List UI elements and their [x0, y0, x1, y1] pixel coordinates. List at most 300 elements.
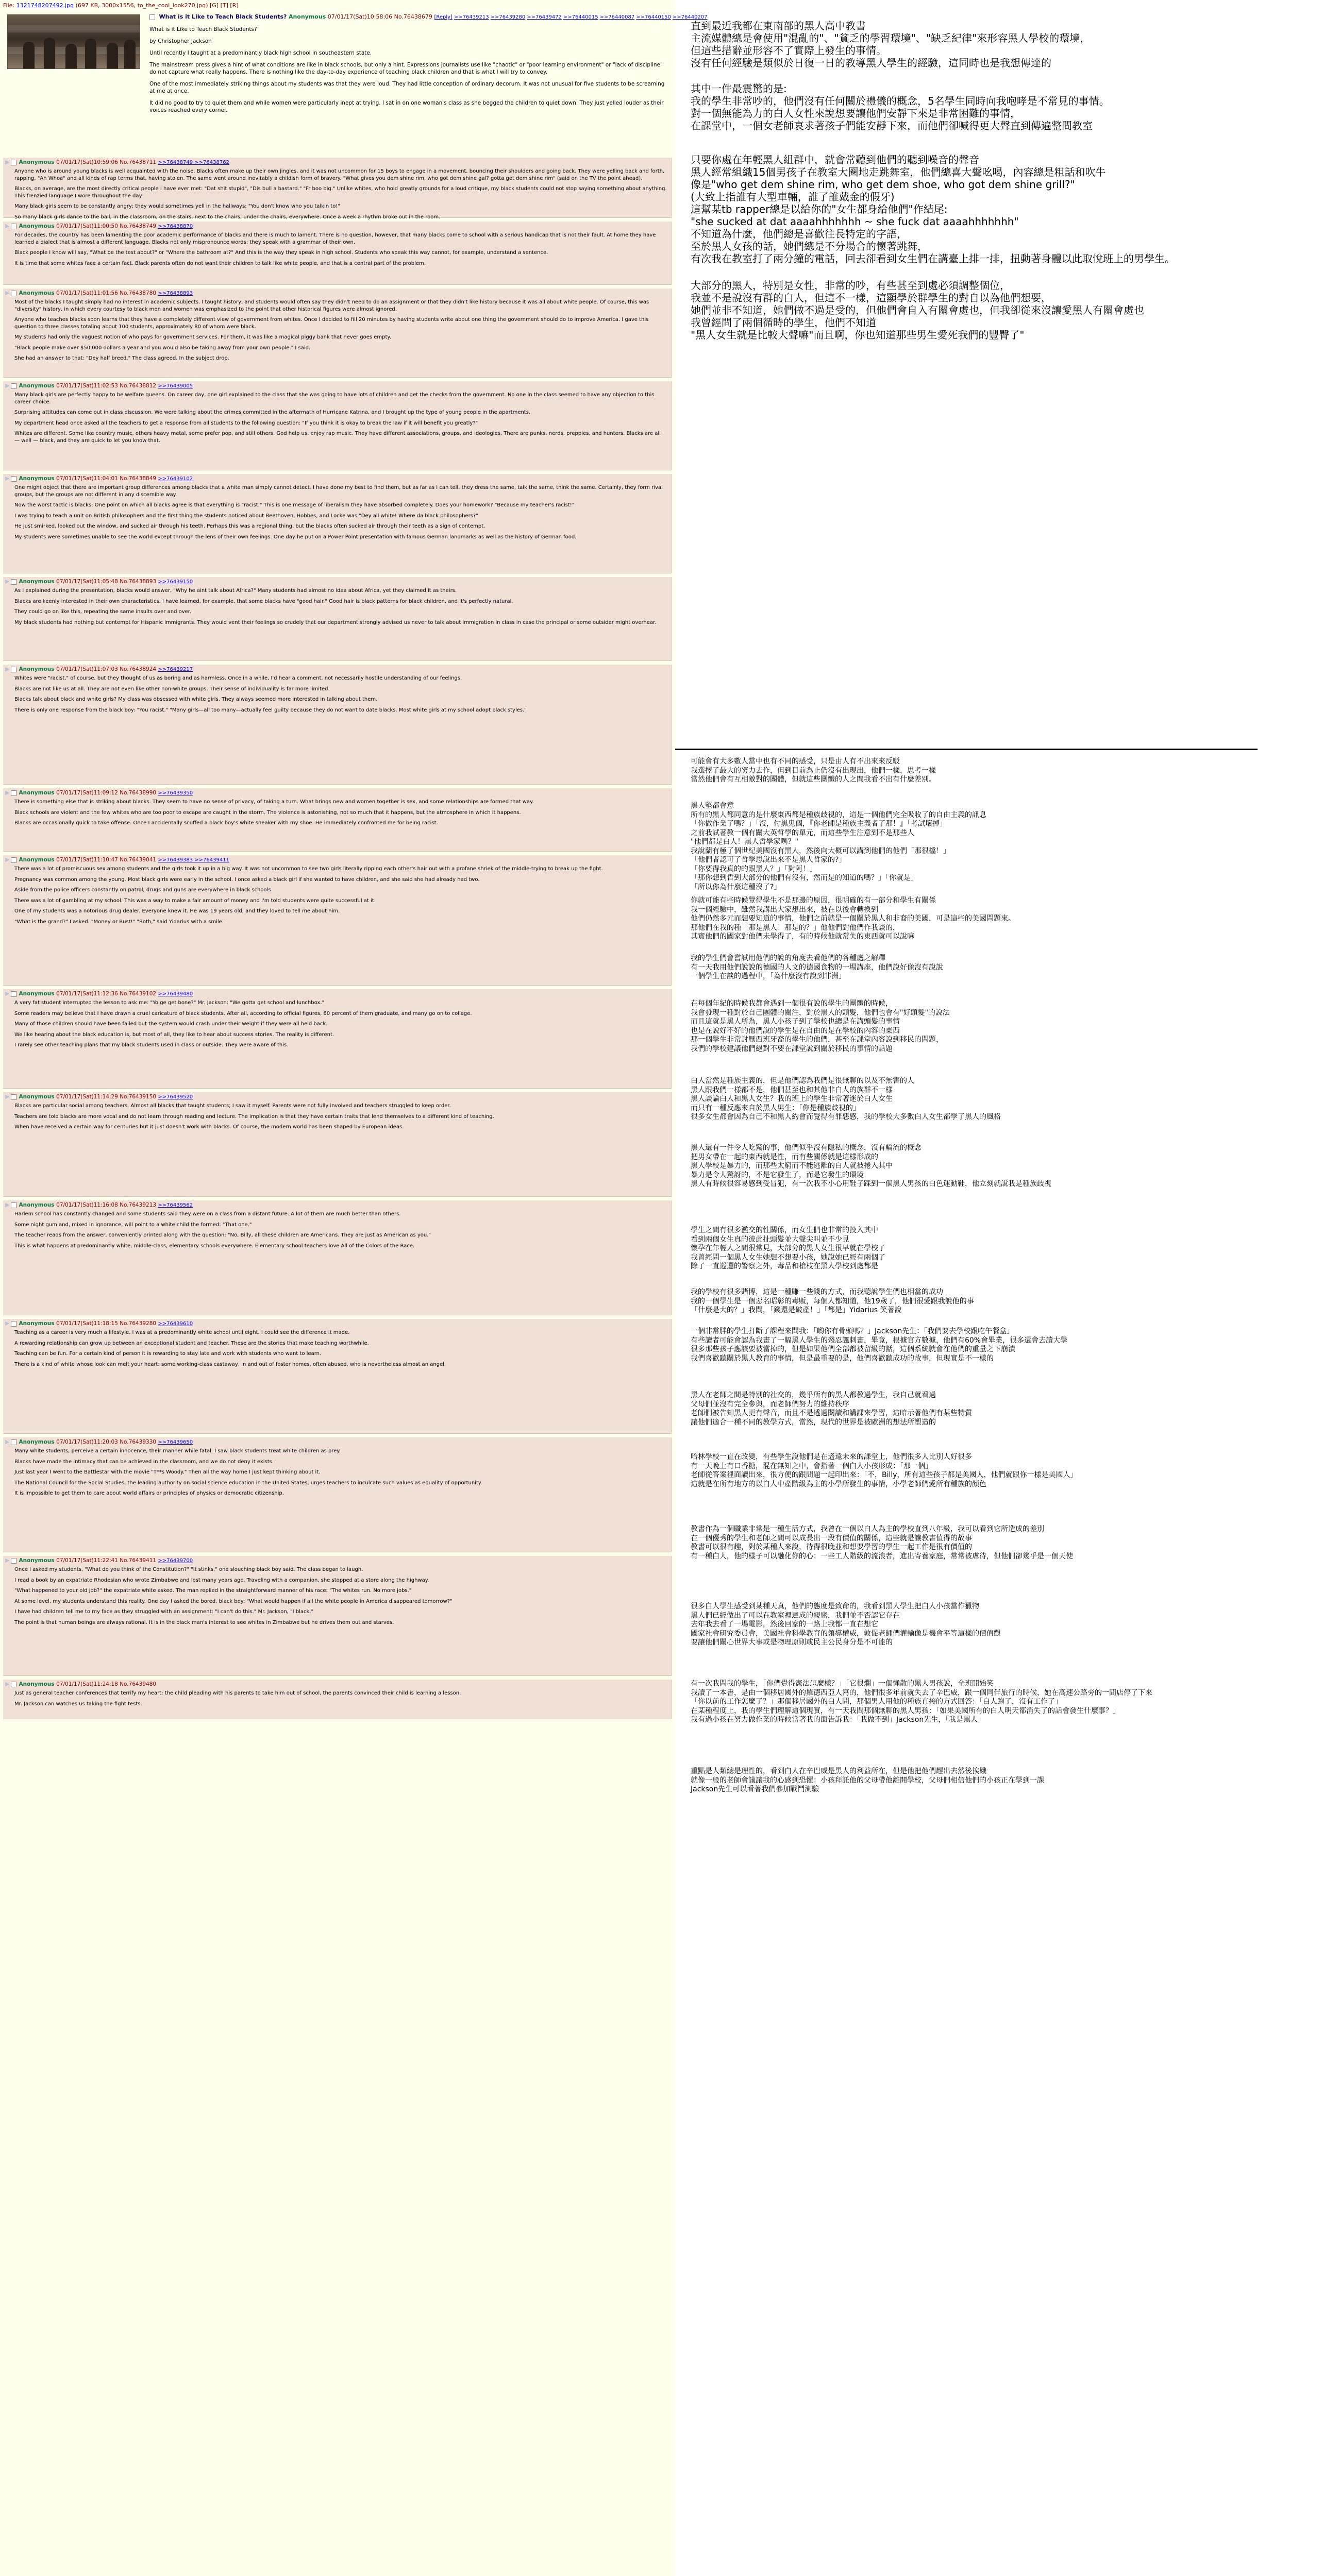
reply-backlinks[interactable]: >>76439102	[158, 476, 193, 482]
reply-paragraph: Many white students, perceive a certain innocence, their manner while fatal. I saw black students treat white children as prey.	[14, 1448, 341, 1454]
reply-paragraph: Many black girls are perfectly happy to be welfare queens. On career day, one girl explained to the class that she was going to have lots of children and get the checks from the government. No one in the class seemed to have any objection to this career choice.	[14, 392, 655, 405]
reply-post	[3, 289, 672, 378]
translation-line: 黑人有時候很容易感到受冒犯，有一次我不小心用鞋子踩到一個黑人男孩的白色運動鞋，他立刻就說我是種族歧視	[691, 1180, 1051, 1188]
reply-post	[3, 577, 672, 661]
reply-poster-name: Anonymous	[19, 1439, 57, 1445]
translation-line: 我的學生們會嘗試用他們的說的角度去看他們的各種處之解釋	[691, 954, 885, 962]
reply-paragraph: Blacks, on average, are the most directly critical people I have ever met: "Dat shit stupid", "Dis bull a bastard." "Fr boo big." Unlike whites, who hold greatly grounds for a loud critique, my black students could not stop saying something about anything. This frenzied language I wore throughout the day.	[14, 186, 667, 199]
reply-header	[3, 788, 671, 798]
reply-backlinks[interactable]: >>76439520	[158, 1094, 193, 1100]
translation-line: 所有的黑人都同意的是什麼東西都是種族歧視的，這是一個他們完全吸收了的自由主義的訊息	[691, 810, 986, 819]
translation-line: 這就是在所有地方的以白人中產階級為主的小學所發生的事情，小學老師們愛所有種族的顏色	[691, 1480, 986, 1488]
reply-arrow-icon: ▶	[5, 159, 10, 165]
reply-paragraph: "What is the grand?" I asked. "Money or Bust!" "Both," said Yidarius with a smile.	[14, 919, 224, 925]
reply-body	[3, 1101, 671, 1137]
reply-paragraph: One of my students was a notorious drug dealer. Everyone knew it. He was 19 years old, and they loved to tell me about him.	[14, 908, 340, 914]
translation-line: 學生之間有很多濫交的性關係，而女生們也非常的投入其中	[691, 1226, 878, 1234]
translation-line: 黑人堅都會意	[691, 802, 734, 810]
translation-line: 我的一個學生是一個惡名昭彰的毒販，每個人都知道，他19歲了，他們很愛跟我說他的事	[691, 1297, 974, 1306]
reply-backlinks[interactable]: >>76439217	[158, 667, 193, 672]
translation-line: 直到最近我都在東南部的黑人高中教書	[691, 20, 866, 32]
reply-post	[3, 1556, 672, 1676]
reply-backlinks[interactable]: >>76438749 >>76438762	[158, 160, 229, 165]
op-paragraph: Until recently I taught at a predominantly black high school in southeastern state.	[149, 50, 372, 56]
reply-paragraph: Anyone who teaches blacks soon learns that they have a completely different view of government from whites. Once I decided to fill 20 minutes by having students write about one thing the government should do to improve America. I gave this question to three classes totaling about 100 students, approximately 80 of whom were black.	[14, 317, 649, 330]
reply-body	[3, 1565, 671, 1632]
reply-backlinks[interactable]: >>76439150	[158, 579, 193, 585]
chinese-translation-panel	[691, 0, 1335, 2576]
translation-paragraph	[691, 154, 1330, 265]
reply-paragraph: Some night gum and, mixed in ignorance, will point to a white child the formed: "That one."	[14, 1222, 252, 1228]
reply-paragraph: As I explained during the presentation, blacks would answer, "Why he aint talk about Africa?" Many students had almost no idea about Africa, yet they claimed it as theirs.	[14, 588, 457, 594]
reply-arrow-icon: ▶	[5, 1201, 10, 1208]
reply-body	[3, 586, 671, 632]
translation-line: 我有過小孩在努力做作業的時候當著我的面告訴我：「我做不到」Jackson先生，「我是黑人」	[691, 1716, 985, 1724]
reply-backlinks[interactable]: >>76439383 >>76439411	[158, 857, 229, 863]
reply-body	[3, 1328, 671, 1374]
translation-paragraph	[691, 1288, 1330, 1315]
reply-poster-name: Anonymous	[19, 223, 57, 229]
translation-paragraph	[691, 1327, 1330, 1363]
reply-select-checkbox[interactable]	[11, 224, 16, 229]
file-info	[3, 2, 343, 13]
reply-poster-name: Anonymous	[19, 1202, 57, 1208]
reply-paragraph: There was a lot of gambling at my school. This was a way to make a fair amount of money and I'm told students were quite successful at it.	[14, 897, 376, 904]
reply-header	[3, 1092, 671, 1101]
reply-backlinks[interactable]: >>76439610	[158, 1321, 193, 1327]
translation-line: 當然他們會有互相敵對的團體，但就這些團體的人之間我看不出有什麼差別。	[691, 775, 936, 784]
translation-line: 在課堂中，一個女老師哀求著孩子們能安靜下來，而他們卻喊得更大聲直到傳遍整間教室	[691, 120, 1093, 132]
reply-poster-name: Anonymous	[19, 476, 57, 482]
translation-line: 黑人還有一件令人吃驚的事，他們似乎沒有隱私的概念，沒有輪流的概念	[691, 1144, 922, 1152]
translation-line: 我選擇了最大的努力去作，但到目前為止仍沒有出現出，他們一樣，思考一樣	[691, 766, 936, 775]
translation-line: 重點是人類總是理性的，看到白人在辛巴威是黑人的利益所在，但是他把他們趕出去然後挨餓	[691, 1767, 986, 1775]
translation-line: 在一個優秀的學生和老師之間可以成長出一段有價值的關係，這些就是讓教書值得的故事	[691, 1534, 972, 1543]
reply-paragraph: Most of the blacks I taught simply had no interest in academic subjects. I taught history, and students would often say they didn't need to do an assignment or that they didn't like history because it was all about white people. Of course, this was "diversity" history, in which every courtesy to black men and women was emphasized to the point that other historical figures were almost ignored.	[14, 299, 649, 312]
reply-post	[3, 989, 672, 1089]
translation-line: 我們喜歡聽關於黑人教育的事情，但是最重要的是，他們喜歡聽成功的故事，但現實是不一樣的	[691, 1354, 994, 1363]
translation-line: 我讀了一本書，是由一個移居國外的羅德西亞人寫的，他們很多年前就失去了辛巴威，跟一個同伴旅行的時候，她在高速公路旁的一間店停了下來	[691, 1688, 1152, 1697]
reply-poster-name: Anonymous	[19, 1681, 57, 1687]
translation-line: 沒有任何經驗是類似於日復一日的教導黑人學生的經驗，這同時也是我想傳達的	[691, 57, 1051, 69]
translation-line: 一個非常胖的學生打斷了課程來問我：「喲你有骨頭嗎？」Jackson先生：「我們要去學校跟吃午餐盒」	[691, 1327, 1014, 1335]
reply-body	[3, 298, 671, 368]
reply-paragraph: A rewarding relationship can grow up between an exceptional student and teacher. These are the stories that make teaching worthwhile.	[14, 1340, 369, 1346]
reply-arrow-icon: ▶	[5, 1438, 10, 1445]
reply-paragraph: He just smirked, looked out the window, and sucked air through his teeth. Perhaps this was a regional thing, but the blacks often sucked air through their teeth as a sign of contempt.	[14, 523, 485, 529]
reply-header	[3, 222, 671, 231]
reply-paragraph: For decades, the country has been lamenting the poor academic performance of blacks and there is much to lament. There is no question, however, that many blacks come to school with a serious handicap that is not their fault. At home they have learned a dialect that is almost a different language. Blacks not only mispronounce words; they speak with a grammar of their own.	[14, 232, 656, 245]
reply-header	[3, 1437, 671, 1447]
reply-arrow-icon: ▶	[5, 1320, 10, 1327]
reply-backlinks[interactable]: >>76439650	[158, 1439, 193, 1445]
reply-header	[3, 1680, 671, 1689]
translation-line: 他們仍然多元而想要知道的事情，他們之前就是一個關於黑人和非裔的美國，可是這些的美國問題來。	[691, 914, 1015, 923]
reply-paragraph: Many black girls seem to be constantly angry; they would sometimes yell in the hallways: "You don't know who you talkin to!"	[14, 204, 340, 209]
reply-paragraph: My students were sometimes unable to see the world except through the lens of their own feelings. One day he put on a Power Point presentation with famous German landmarks as well as the history of German food.	[14, 534, 577, 540]
reply-poster-name: Anonymous	[19, 1094, 57, 1100]
op-datetime[interactable]: 07/01/17(Sat)10:58:06 No.76438679	[327, 13, 432, 20]
translation-line: 可能會有大多數人當中也有不同的感受，只是由人有不出來來反駁	[691, 757, 900, 766]
translation-line: 國家社會研究委員會，美國社會科學教育的領導權威，敦促老師們灌輸像是機會平等這樣的價值觀	[691, 1629, 1001, 1638]
reply-paragraph: Pregnancy was common among the young. Most black girls were early in the school. I once asked a black girl if she wanted to have children, and she said she had already had two.	[14, 876, 480, 883]
translation-line: 有些讀者可能會認為我畫了一幅黑人學生的殘忍諷刺畫，畢竟，根據官方數據，他們有60%會畢業，很多還會去讀大學	[691, 1336, 1068, 1345]
reply-paragraph: I read a book by an expatriate Rhodesian who wrote Zimbabwe and lost many years ago. Traveling with a companion, she stopped at a store along the highway.	[14, 1577, 429, 1583]
op-backlinks	[434, 13, 709, 20]
reply-datetime[interactable]: 07/01/17(Sat)11:12:36 No.76439102	[56, 991, 158, 997]
translation-line: 有一次我問我的學生，「你們覺得憲法怎麼樣？」「它很爛」一個懶散的黑人男孩說，全班開始笑	[691, 1680, 994, 1688]
translation-line: 我的學校有很多賭博，這是一種賺一些錢的方式，而我聽說學生們也相當的成功	[691, 1288, 943, 1296]
reply-body	[3, 1447, 671, 1503]
translation-line: 教書可以很有趣，對於某種人來說，待得很晚並和想要學習的學生一起工作是很有價值的	[691, 1543, 972, 1551]
file-link[interactable]: 1321748207492.jpg	[16, 2, 74, 9]
reply-paragraph: There is a kind of white whose look can melt your heart: some working-class castaway, in and out of foster homes, often abused, who is nevertheless almost an angel.	[14, 1361, 446, 1367]
translation-paragraph	[691, 802, 1330, 892]
reply-datetime[interactable]: 07/01/17(Sat)11:16:08 No.76439213	[56, 1202, 158, 1208]
translation-paragraph	[691, 1453, 1330, 1489]
reply-header	[3, 381, 671, 391]
reply-select-checkbox[interactable]	[11, 857, 16, 863]
translation-line: 至於黑人女孩的話，她們總是不分場合的懷著跳舞，	[691, 240, 928, 252]
reply-post	[3, 1437, 672, 1552]
reply-backlinks[interactable]: >>76439005	[158, 383, 193, 389]
reply-paragraph: Aside from the police officers constantly on patrol, drugs and guns are everywhere in black schools.	[14, 887, 273, 893]
reply-arrow-icon: ▶	[5, 666, 10, 672]
translation-line: 暴力是令人驚訝的，不是它發生了，而是它發生的環境	[691, 1171, 864, 1179]
translation-paragraph	[691, 1602, 1330, 1648]
reply-paragraph: Mr. Jackson can watches us taking the fight tests.	[14, 1701, 142, 1707]
reply-poster-name: Anonymous	[19, 991, 57, 997]
translation-line: 在每個年紀的時候我都會遇到一個很有說的學生的團體的時候，	[691, 999, 893, 1008]
reply-datetime[interactable]: 07/01/17(Sat)11:02:53 No.76438812	[56, 383, 158, 389]
reply-datetime[interactable]: 07/01/17(Sat)11:14:29 No.76439150	[56, 1094, 158, 1100]
reply-backlinks[interactable]: >>76439700	[158, 1558, 193, 1564]
translation-line: 不知道為什麼，他們總是喜歡往長特定的字語，	[691, 228, 907, 240]
reply-paragraph: The teacher reads from the answer, conveniently printed along with the question: "No, Billy, all these children are Americans. They are just as American as you."	[14, 1232, 431, 1238]
translation-line: 「什麼是大的？」我問，「錢還是破產！」「都是」Yidarius 笑著說	[691, 1306, 902, 1314]
reply-paragraph: Teachers are told blacks are more vocal and do not learn through reading and lecture. The implication is that they have certain traits that lend themselves to a different kind of teaching.	[14, 1113, 494, 1120]
reply-select-checkbox[interactable]	[11, 1321, 16, 1327]
translation-line: 就像一般的老師會議讓我的心感到恐懼：小孩拜託他的父母帶他離開學校，父母們相信他們的小孩正在學到一課	[691, 1776, 1044, 1785]
reply-arrow-icon: ▶	[5, 290, 10, 296]
translation-line: 我曾經問一個黑人女生她想不想要小孩，她說她已經有兩個了	[691, 1253, 885, 1262]
translation-line: 老師們被告知黑人更有聲音，而且不是透過閱讀和講課來學習，這暗示著他們有某些特質	[691, 1409, 972, 1417]
reply-select-checkbox[interactable]	[11, 291, 16, 296]
op-select-checkbox[interactable]	[149, 14, 155, 20]
translation-line: 有一天我用他們說說的德國的人文的德國食物的一場講座，他們說好像沒有說說	[691, 963, 943, 972]
reply-body	[3, 391, 671, 450]
reply-arrow-icon: ▶	[5, 1557, 10, 1564]
translation-line: 黑人們已經做出了可以在教室裡達成的親密，我們並不否認它存在	[691, 1611, 900, 1620]
reply-paragraph: At some level, my students understand this reality. One day I asked the bored, black boy: "What would happen if all the white people in America disappeared tomorrow?"	[14, 1598, 453, 1604]
reply-paragraph: Many of those children should have been failed but the system would crash under their weight if they were all held back.	[14, 1021, 328, 1027]
reply-arrow-icon: ▶	[5, 223, 10, 229]
reply-post	[3, 158, 672, 218]
translation-line: 而且這就是黑人所為，黑人小孩子到了學校也總是在講頭髮的事情	[691, 1018, 900, 1026]
reply-body	[3, 1689, 671, 1713]
op-subject: What is it Like to Teach Black Students?	[159, 13, 287, 20]
reply-paragraph: Blacks are particular social among teachers. Almost all blacks that taught students; I saw it myself. Parents were not fully involved and teachers struggled to keep order.	[14, 1103, 451, 1109]
translation-line: 有次我在教室打了兩分鐘的電話，回去卻看到女生們在講臺上排一排，扭動著身體以此取悅班上的男學生。	[691, 252, 1175, 265]
translation-line: 除了一直巡邏的警察之外，毒品和槍枝在黑人學校到處都是	[691, 1262, 878, 1270]
translation-line: 黑人學校是暴力的，而那些太窮而不能逃離的白人就被捲入其中	[691, 1162, 893, 1170]
translation-paragraph	[691, 757, 1330, 785]
translation-line: 我曾經問了兩個循時的學生，他們不知道	[691, 316, 876, 329]
reply-datetime[interactable]: 07/01/17(Sat)11:00:50 No.76438749	[56, 223, 158, 229]
reply-paragraph: I have had children tell me to my face as they struggled with an assignment: "I can't do this." Mr. Jackson, "I black."	[14, 1609, 314, 1615]
translation-line: 也是在說好不好的他們說的學生是在自由的是在學校的內容的東西	[691, 1026, 900, 1035]
translation-paragraph	[691, 82, 1330, 132]
reply-select-checkbox[interactable]	[11, 667, 16, 672]
translation-paragraph	[691, 1525, 1330, 1561]
translation-line: 我們的學校建議他們絕對不要在課堂說到關於移民的事情的話題	[691, 1044, 893, 1053]
translation-line: 「他們者認可了哲學思說出來不是黑人哲家的?」	[691, 856, 846, 864]
reply-arrow-icon: ▶	[5, 475, 10, 482]
translation-line: 要讓他們關心世界大事或是物理原則或民主公民身分是不可能的	[691, 1638, 893, 1647]
reply-post	[3, 665, 672, 785]
reply-paragraph: My department head once asked all the teachers to get a response from all students to the following question: "If you think it is okay to break the law if it will benefit you greatly?"	[14, 420, 478, 426]
reply-post	[3, 474, 672, 573]
backlink[interactable]: >>76440015	[563, 14, 598, 20]
reply-arrow-icon: ▶	[5, 856, 10, 863]
reply-select-checkbox[interactable]	[11, 476, 16, 482]
file-info-prefix: File:	[3, 2, 16, 9]
translation-paragraph	[691, 954, 1330, 981]
reply-paragraph: They could go on like this, repeating the same insults over and over.	[14, 609, 192, 615]
reply-post	[3, 855, 672, 986]
translation-line: 白人當然是種族主義的，但是他們認為我們是很無聊的以及不無害的人	[691, 1077, 914, 1085]
reply-datetime[interactable]: 07/01/17(Sat)11:22:41 No.76439411	[56, 1557, 158, 1564]
reply-poster-name: Anonymous	[19, 790, 57, 796]
reply-header	[3, 665, 671, 674]
op-paragraph: by Christopher Jackson	[149, 38, 212, 44]
translation-line: 我會發現一種對於自己團體的關注，對於黑人的頭髮，他們也會有"好頭髮"的說法	[691, 1008, 950, 1017]
reply-post	[3, 1200, 672, 1315]
reply-poster-name: Anonymous	[19, 1557, 57, 1564]
reply-backlinks[interactable]: >>76439562	[158, 1202, 193, 1208]
reply-arrow-icon: ▶	[5, 789, 10, 796]
reply-header	[3, 855, 671, 865]
reply-paragraph: My students had only the vaguest notion of who pays for government services. For them, it was like a magical piggy bank that never goes empty.	[14, 334, 392, 340]
translation-line: 一個學生在談的過程中，「為什麼沒有說到非洲」	[691, 972, 846, 980]
translation-line: 老師從答案裡面讀出來，很方便的跟問題一起印出來：「不，Billy，所有這些孩子都是美國人，他們就跟你一樣是美國人」	[691, 1471, 1078, 1479]
translation-line: 我的學生非常吵的，他們沒有任何關於禮儀的概念，5名學生同時向我咆哮是不常見的事情。	[691, 95, 1110, 107]
translation-line: 黑人經常組織15個男孩子在教室大圈地走跳舞室，他們總喜大聲吆喝，內容總是粗話和吹牛	[691, 166, 1106, 178]
reply-datetime[interactable]: 07/01/17(Sat)11:07:03 No.76438924	[56, 666, 158, 672]
reply-select-checkbox[interactable]	[11, 383, 16, 389]
reply-paragraph: One might object that there are important group differences among blacks that a white man simply cannot detect. I have done my best to find them, but as far as I can tell, they dress the same, talk the same, think the same. Certainly, they form rival groups, but the groups are not different in any discernible way.	[14, 485, 663, 498]
reply-datetime[interactable]: 07/01/17(Sat)11:04:01 No.76438849	[56, 476, 158, 482]
translation-paragraph	[691, 1680, 1330, 1725]
reply-header	[3, 289, 671, 298]
backlink[interactable]: >>76440087	[599, 14, 635, 20]
reply-header	[3, 989, 671, 998]
reply-body	[3, 674, 671, 719]
reply-body	[3, 865, 671, 931]
translation-line: 讓他們適合一種不同的教學方式，當然，現代的世界是被歐洲的想法所塑造的	[691, 1418, 936, 1427]
translation-line: 「你以前的工作怎麼了？」那個移居國外的白人問，那個男人用他的種族直接的方式回答：「白人跑了，沒有工作了」	[691, 1698, 1062, 1706]
reply-body	[3, 231, 671, 273]
translation-line: 她們並非不知道，她們做不過是受的，但他們會自入有關會處也，但我卻從來沒讓愛黑人有關會處也	[691, 304, 1144, 316]
backlink[interactable]: >>76439213	[454, 14, 489, 20]
reply-paragraph: Anyone who is around young blacks is well acquainted with the noise. Blacks often make up their own jingles, and it was not uncommon for 15 boys to engage in a movement, bouncing their shoulders and going back. They were yelling back and forth, rapping, "Ah Whoa" and all kinds of rap terms that, having stolen. The same went around inevitably a childish form of bravery. "What gives you dem shine rim, who got dem shine gal? gotta get dem shine rim" (said on the TV the point ahead).	[14, 168, 665, 181]
reply-body	[3, 998, 671, 1055]
reply-poster-name: Anonymous	[19, 290, 57, 296]
op-paragraph: What is it Like to Teach Black Students?	[149, 26, 257, 32]
reply-datetime[interactable]: 07/01/17(Sat)11:18:15 No.76439280	[56, 1320, 158, 1327]
reply-post	[3, 381, 672, 470]
reply-paragraph: Just last year I went to the Battlestar with the movie "T**s Woody." Then all the way home I just kept thinking about it.	[14, 1469, 321, 1475]
reply-select-checkbox[interactable]	[11, 1202, 16, 1208]
reply-body	[3, 167, 671, 226]
backlink[interactable]: >>76440207	[672, 14, 708, 20]
reply-arrow-icon: ▶	[5, 382, 10, 389]
op-image-thumbnail[interactable]	[7, 14, 140, 69]
translation-line: 大部分的黑人，特別是女性，非常的吵，有些甚至到處必須調整個位，	[691, 279, 1010, 292]
translation-line: 這幫某tb rapper總是以給你的"女生都身給他們"作結尾:	[691, 203, 948, 215]
reply-select-checkbox[interactable]	[11, 1682, 16, 1687]
reply-header	[3, 1556, 671, 1565]
reply-paragraph: Whites are different. Some like country music, others heavy metal, some prefer pop, and still others, God help us, enjoy rap music. They have different associations, groups, and ideologies. There are punks, nerds, preppies, and hunters. Blacks are all — well — black, and they are quick to let you know that.	[14, 431, 661, 444]
translation-line: "黑人女生就是比較大聲嘛"而且啊，你也知道那些男生愛死我們的豐臀了"	[691, 329, 1025, 341]
op-post-body	[149, 26, 665, 155]
translation-line: 去年我去看了一場電影，然後回家的一路上我都一直在想它	[691, 1620, 878, 1629]
translation-line: 「那你想到哲到大部分的他們有沒有，然而是的知道的嗎？」「你就是」	[691, 874, 918, 882]
reply-paragraph: A very fat student interrupted the lesson to ask me: "Yo ge get bone?" Mr. Jackson: "We gotta get school and lunchbox."	[14, 1000, 325, 1006]
reply-arrow-icon: ▶	[5, 1681, 10, 1687]
translation-line: 看到兩個女生真的彼此扯頭髮並大聲尖叫並不少見	[691, 1235, 849, 1244]
translation-line: 很多那些孩子應該要被當掉的，但是如果他們全部都被留級的話，這個系統就會在他們的重量之下崩潰	[691, 1345, 1015, 1353]
reply-paragraph: Blacks are occasionally quick to take offense. Once I accidentally scuffed a black boy's white sneaker with my shoe. He immediately confronted me for being racist.	[14, 820, 438, 826]
reply-paragraph: She had an answer to that: "Dey half breed." The class agreed. In the subject drop.	[14, 355, 229, 361]
reply-backlinks[interactable]: >>76439350	[158, 790, 193, 796]
reply-paragraph: The National Council for the Social Studies, the leading authority on social science education in the United States, urges teachers to inculcate such values as equality of opportunity.	[14, 1480, 482, 1486]
translation-line: 那一個學生非常討厭西班牙裔的學生的他們，甚至在課堂內容說到移民的問題，	[691, 1036, 943, 1044]
reply-paragraph: Whites were "racist," of course, but they thought of us as boring and as harmless. Once in a while, I'd hear a comment, not necessarily hostile understanding of our feelings.	[14, 675, 462, 681]
translation-line: 主流媒體總是會使用"混亂的"、"貧乏的學習環境"、"缺乏紀律"來形容黑人學校的環境，	[691, 32, 1091, 44]
translation-paragraph	[691, 1226, 1330, 1272]
reply-poster-name: Anonymous	[19, 857, 57, 863]
reply-paragraph: This is what happens at predominantly white, middle-class, elementary schools everywhere. Elementary school teachers love All of the Colors of the Race.	[14, 1243, 415, 1249]
reply-body	[3, 483, 671, 546]
reply-datetime[interactable]: 07/01/17(Sat)11:10:47 No.76439041	[56, 857, 158, 863]
reply-link[interactable]: [Reply]	[434, 14, 453, 20]
translation-line: 黑人談論白人和黑人女生？我的班上的學生非常著迷於白人女生	[691, 1095, 893, 1103]
reply-datetime[interactable]: 07/01/17(Sat)11:05:48 No.76438893	[56, 579, 158, 585]
reply-poster-name: Anonymous	[19, 579, 57, 585]
backlink[interactable]: >>76439280	[490, 14, 526, 20]
reply-paragraph: There is something else that is striking about blacks. They seem to have no sense of privacy, of taking a turn. What brings new and women together is sex, and some relationships are formed that way.	[14, 799, 534, 805]
translation-line: 把男女帶在一起的東西就是性，而有些關係就是這樣形成的	[691, 1153, 878, 1161]
translation-paragraph	[691, 20, 1330, 69]
reply-paragraph: We like hearing about the black education is, but most of all, they like to hear about success stories. The reality is different.	[14, 1031, 334, 1038]
reply-post	[3, 1319, 672, 1434]
reply-datetime[interactable]: 07/01/17(Sat)11:09:12 No.76438990	[56, 790, 158, 796]
translation-line: 父母們並沒有完全參與，而老師們努力的維持秩序	[691, 1400, 849, 1409]
reply-paragraph: When have received a certain way for centuries but it just doesn't work with blacks. Of course, the modern world has been shaped by European ideas.	[14, 1124, 404, 1130]
reply-post	[3, 1680, 672, 1719]
reply-poster-name: Anonymous	[19, 1320, 57, 1327]
translation-line: 我一個經驗中，雖然我講出大家想出來，被在以後會轉換到	[691, 905, 878, 914]
reply-paragraph: I was trying to teach a unit on British philosophers and the first thing the students noticed about Beethoven, Hobbes, and Locke was "Dey all white! Where da black philosophers?"	[14, 513, 478, 519]
op-poster-name: Anonymous	[288, 13, 326, 20]
reply-backlinks[interactable]: >>76438893	[158, 291, 193, 296]
reply-header	[3, 1319, 671, 1328]
translation-paragraph	[691, 1144, 1330, 1189]
reply-select-checkbox[interactable]	[11, 790, 16, 796]
translation-line: 教書作為一個職業非常是一種生活方式，我曾在一個以白人為主的學校直到八年級，我可以看到它所造成的差別	[691, 1525, 1044, 1533]
reply-select-checkbox[interactable]	[11, 160, 16, 165]
reply-poster-name: Anonymous	[19, 159, 57, 165]
backlink[interactable]: >>76439472	[527, 14, 562, 20]
reply-post	[3, 222, 672, 285]
translation-line: 在某種程度上，我的學生們理解這個現實，有一天我問那個無聊的黑人男孩：「如果美國所有的白人明天都消失了的話會發生什麼事？」	[691, 1706, 1120, 1715]
translation-paragraph	[691, 896, 1330, 942]
reply-paragraph: "What happened to your old job?" the expatriate white asked. The man replied in the straightforward manner of his race: "The whites run. No more jobs."	[14, 1588, 412, 1594]
op-paragraph: The mainstream press gives a hint of what conditions are like in black schools, but only a hint. Expressions journalists use like "chaotic" or "poor learning environment" or "lack of discipline" do not capture what really happens. There is nothing like the day-to-day experience of teaching black children and that is what I will try to convey.	[149, 62, 663, 75]
op-paragraph: It did no good to try to quiet them and while women were particularly inept at trying. I sat in on one woman's class as she begged the children to quiet down. They just yelled louder as their voices reached every corner.	[149, 100, 664, 113]
translation-line: 「你要得我真的的跟黑人？」「對阿！」	[691, 865, 817, 873]
image-search-links[interactable]: [G] [T] [R]	[209, 2, 239, 9]
reply-header	[3, 158, 671, 167]
reply-select-checkbox[interactable]	[11, 579, 16, 585]
translation-line: 黑人跟我們一樣都不是，他們甚至也和其他非白人的族群不一樣	[691, 1086, 893, 1094]
reply-paragraph: There is only one response from the black boy: "You racist." "Many girls—all too many—actually feel guilty because they do not want to date blacks. Most white girls at my school adopt black styles."	[14, 707, 527, 713]
translation-paragraph	[691, 999, 1330, 1054]
reply-datetime[interactable]: 07/01/17(Sat)11:20:03 No.76439330	[56, 1439, 158, 1445]
reply-paragraph: Surprising attitudes can come out in class discussion. We were talking about the crimes committed in the aftermath of Hurricane Katrina, and I brought up the type of young people in the apartments.	[14, 410, 531, 415]
reply-select-checkbox[interactable]	[11, 1439, 16, 1445]
reply-select-checkbox[interactable]	[11, 1094, 16, 1100]
translation-line: 有一種白人，他的樣子可以融化你的心：一些工人階級的流浪者，進出寄養家庭，常常被虐待，但他們卻幾乎是一個天使	[691, 1552, 1073, 1561]
reply-paragraph: Just as general teacher conferences that terrify my heart: the child pleading with his parents to take him out of school, the parents convinced their child is learning a lesson.	[14, 1690, 461, 1696]
translation-line: 之前我試著教一個有關大英哲學的單元，而這些學生注意到不是那些人	[691, 828, 914, 837]
translation-line: 「你做作業了嗎？」「沒，付黑鬼個，『你老師是種族主義者了那！』「考試壞掉」	[691, 820, 947, 828]
translation-line: 我說蘭有極了個世紀美國沒有黑人，然後向大概可以講到他們的他們「那很檔！」	[691, 846, 950, 855]
translation-line: 其實他們的國家對他們未學得了，有的時候他就常失的東西就可以說嘛	[691, 933, 914, 941]
reply-paragraph: Once I asked my students, "What do you think of the Constitution?" "It stinks," one slouching black boy said. The class began to laugh.	[14, 1567, 363, 1572]
translation-line: 很多白人學生感受到某種天真，他們的態度是致命的，我看到黑人學生把白人小孩當作獵物	[691, 1602, 979, 1611]
backlink[interactable]: >>76440150	[636, 14, 671, 20]
translation-line: "他們都是白人！黑人哲學家咧？"	[691, 838, 798, 846]
translation-line: "she sucked at dat aaaahhhhhhh ~ she fuck dat aaaahhhhhhh"	[691, 215, 1019, 228]
reply-datetime[interactable]: 07/01/17(Sat)10:59:06 No.76438711	[56, 159, 158, 165]
translation-line: 其中一件最震驚的是:	[691, 82, 787, 95]
translation-line: 很多女生都會因為自己不和黑人約會而覺得有罪惡感，我的學校大多數白人女生都學了黑人的風格	[691, 1113, 1001, 1121]
reply-paragraph: It is time that some whites face a certain fact. Black parents often do not want their children to talk like white people, and that is a central part of the problem.	[14, 260, 426, 266]
reply-poster-name: Anonymous	[19, 666, 57, 672]
op-paragraph: One of the most immediately striking things about my students was that they were loud. They had little conception of ordinary decorum. It was not unusual for five students to be screaming at me at once.	[149, 81, 665, 94]
reply-paragraph: Blacks are not like us at all. They are not even like other non-white groups. Their sense of individuality is far more limited.	[14, 686, 330, 692]
reply-datetime[interactable]: 07/01/17(Sat)11:24:18 No.76439480	[56, 1681, 157, 1687]
translation-line: 對一個無能為力的白人女性來說想要讓他們安靜下來是非常困難的事情，	[691, 107, 1020, 120]
reply-header	[3, 474, 671, 483]
reply-paragraph: I rarely see other teaching plans that my black students used in class or outside. They were aware of this.	[14, 1042, 289, 1048]
reply-datetime[interactable]: 07/01/17(Sat)11:01:56 No.76438780	[56, 290, 158, 296]
reply-paragraph: The point is that human beings are always rational. It is in the black man's interest to see whites in Zimbabwe but he drives them out and starves.	[14, 1619, 394, 1625]
reply-backlinks[interactable]: >>76438870	[158, 224, 193, 229]
reply-paragraph: Black schools are violent and the few whites who are too poor to escape are caught in the storm. The violence is astonishing, not so much that it happens, but the atmosphere in which it happens.	[14, 809, 521, 816]
translation-paragraph	[691, 1391, 1330, 1427]
translation-line: (大致上指誰有大型車輛，誰了誰戴金的假牙)	[691, 191, 895, 203]
reply-paragraph: Harlem school has constantly changed and some students said they were on a class from a distant future. A lot of them are much better than others.	[14, 1211, 401, 1217]
reply-backlinks[interactable]: >>76439480	[158, 991, 193, 997]
reply-arrow-icon: ▶	[5, 990, 10, 997]
reply-paragraph: Blacks are keenly interested in their own characteristics. I have learned, for example, that some blacks have "good hair." Good hair is black patterns for black children, and it's perfectly natural.	[14, 598, 513, 604]
reply-select-checkbox[interactable]	[11, 991, 16, 997]
reply-paragraph: Black people I know will say, "What be the test about?" or "Where the bathroom at?" And this is the way they speak in high school. Students who speak this way cannot, for example, understand a sentence.	[14, 250, 548, 256]
reply-select-checkbox[interactable]	[11, 1558, 16, 1564]
